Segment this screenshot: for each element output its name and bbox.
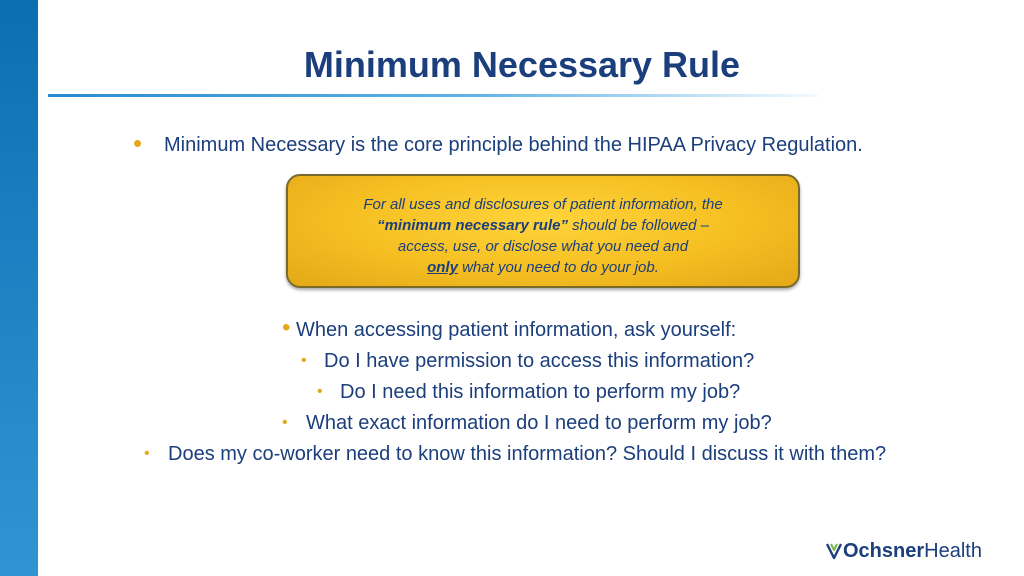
question-marker: • [301,352,307,369]
minimum-necessary-callout [286,174,800,288]
callout-line-1: For all uses and disclosures of patient information, the [363,196,723,213]
callout-line-2 [288,215,798,236]
callout-text [288,194,798,278]
question-marker: • [317,383,323,400]
main-bullet-marker: • [133,128,143,158]
ochsner-health-logo [826,538,982,564]
question-item: What exact information do I need to perform my job? [306,412,772,434]
callout-line-3: access, use, or disclose what you need and [397,238,689,255]
question-item: Do I have permission to access this information? [324,350,755,372]
questions-intro-marker: • [282,314,291,341]
slide-title: Minimum Necessary Rule [303,44,741,85]
logo-word-health: Health [924,539,982,562]
left-accent-bar [0,0,38,576]
callout-line-4 [288,257,798,278]
logo-word-ochsner: Ochsner [843,539,925,562]
question-marker: • [144,445,150,462]
questions-intro: When accessing patient information, ask yourself: [296,319,737,341]
question-item: Does my co-worker need to know this information? Should I discuss it with them? [168,443,887,465]
question-marker: • [282,414,288,431]
ochsner-chevron-icon [826,540,842,562]
question-item: Do I need this information to perform my job? [340,381,741,403]
main-bullet-text: Minimum Necessary is the core principle behind the HIPAA Privacy Regulation. [164,134,863,156]
callout-only-emphasis: only [427,259,458,276]
callout-rule-name: “minimum necessary rule” [377,217,568,234]
callout-line-4-rest: what you need to do your job. [457,259,659,276]
callout-line-2-rest: should be followed – [567,217,709,234]
title-underline [48,94,818,97]
